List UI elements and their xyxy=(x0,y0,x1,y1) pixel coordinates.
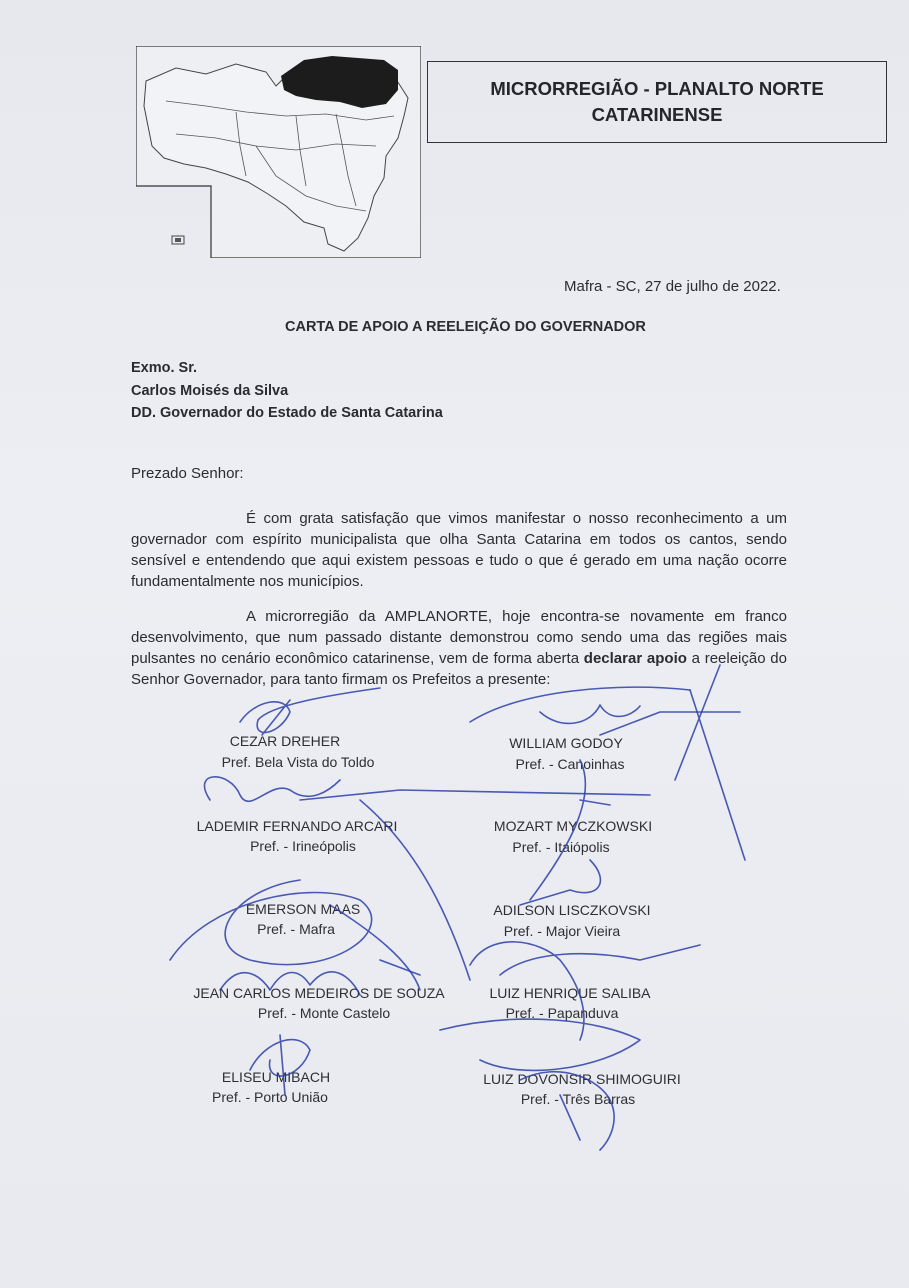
signatory-name: ADILSON LISCZKOVSKI xyxy=(493,902,651,918)
signatory-name: JEAN CARLOS MEDEIROS DE SOUZA xyxy=(193,985,445,1001)
letter-date: Mafra - SC, 27 de julho de 2022. xyxy=(564,278,781,295)
signatory-city: Pref. - Monte Castelo xyxy=(257,1005,391,1021)
signatory-city: Pref. Bela Vista do Toldo xyxy=(221,754,375,770)
signatory-name: MOZART MYCZKOWSKI xyxy=(493,818,653,834)
addressee-title: Exmo. Sr. xyxy=(131,360,198,376)
region-title-line2: CATARINENSE xyxy=(591,104,723,125)
signatory-name: ELISEU MIBACH xyxy=(221,1069,331,1085)
signatory-name: EMERSON MAAS xyxy=(245,901,361,917)
signatory-name: LUIZ DOVONSIR SHIMOGUIRI xyxy=(483,1071,681,1087)
signatory-city: Pref. - Porto União xyxy=(212,1089,328,1105)
signatory-city: Pref. - Itaiópolis xyxy=(512,839,610,855)
signatory-name: LUIZ HENRIQUE SALIBA xyxy=(489,985,651,1001)
region-title-box xyxy=(427,61,887,143)
paragraph-1 xyxy=(131,508,787,592)
santa-catarina-region-map-icon xyxy=(136,46,421,258)
addressee-role: DD. Governador do Estado de Santa Catarina xyxy=(131,405,443,421)
signatory-name: CEZAR DREHER xyxy=(229,733,341,749)
signatory-city: Pref. - Irineópolis xyxy=(250,838,356,854)
greeting: Prezado Senhor: xyxy=(131,465,244,482)
paragraph-1-text: É com grata satisfação que vimos manifestar o nosso reconhecimento a um governador com espírito municipalista que olha Santa Catarina em todos os cantos, sendo sensível e entendendo que aqui existem pessoas e tudo o que é gerado em uma nação ocorre fundamentalmente nos municípios. xyxy=(131,510,787,590)
region-title-line1: MICRORREGIÃO - PLANALTO NORTE xyxy=(490,78,824,99)
signatory-city: Pref. - Papanduva xyxy=(505,1005,619,1021)
addressee-name: Carlos Moisés da Silva xyxy=(131,383,289,399)
signatory-city: Pref. - Três Barras xyxy=(520,1091,636,1107)
paragraph-2-end: a reeleição do Senhor Governador, para tanto firmam os Prefeitos a presente: xyxy=(131,650,787,688)
signatory-city: Pref. - Canoinhas xyxy=(515,756,625,772)
letter-subject: CARTA DE APOIO A REELEIÇÃO DO GOVERNADOR xyxy=(285,319,646,335)
paragraph-2-bold: declarar apoio xyxy=(583,650,687,667)
signatory-city: Pref. - Mafra xyxy=(257,921,335,937)
paragraph-2-text: A microrregião da AMPLANORTE, hoje encontra-se novamente em franco desenvolvimento, que num passado distante demonstrou como sendo uma das regiões mais pulsantes no cenário econômico catarinense, vem de forma aberta xyxy=(131,608,787,667)
signatory-name: WILLIAM GODOY xyxy=(509,735,623,751)
signatory-name: LADEMIR FERNANDO ARCARI xyxy=(196,818,398,834)
paragraph-2 xyxy=(131,606,787,690)
signatory-city: Pref. - Major Vieira xyxy=(503,923,621,939)
